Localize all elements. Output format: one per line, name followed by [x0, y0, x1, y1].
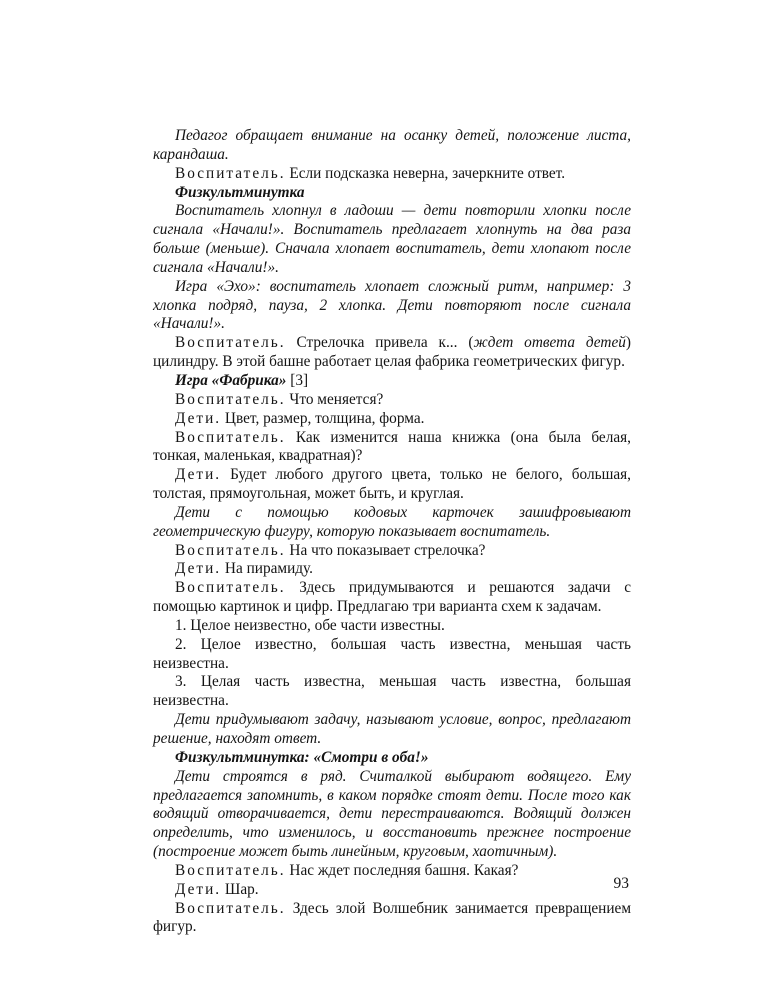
- paragraph: Игра «Эхо»: воспитатель хлопает сложный ритм, например: 3 хлопка подряд, пауза, 2 хлопка. Дети повторяют после сигнала «Начали!».: [153, 277, 631, 333]
- speaker: Дети.: [175, 560, 222, 578]
- section-heading: Физкультминутка: «Смотри в оба!»: [175, 748, 429, 766]
- list-item: 2. Целое известно, большая часть известна, меньшая часть неизвестна.: [153, 635, 631, 672]
- speaker: Дети.: [175, 880, 222, 898]
- speaker: Воспитатель.: [175, 579, 286, 597]
- speaker: Воспитатель.: [175, 899, 286, 917]
- utterance: Что меняется?: [285, 390, 384, 408]
- utterance: Если подсказка неверна, зачеркните ответ.: [285, 164, 566, 182]
- dialogue-line: [153, 391, 631, 410]
- dialogue-line: [153, 410, 631, 429]
- dialogue-line: [153, 466, 631, 504]
- dialogue-line: [153, 334, 631, 372]
- reference: [3]: [286, 371, 309, 389]
- speaker: Воспитатель.: [175, 541, 286, 559]
- section-heading: Физкультминутка: [175, 183, 305, 201]
- dialogue-line: [153, 165, 631, 184]
- heading-text: Игра «Фабрика»: [175, 371, 287, 389]
- list-item: 1. Целое неизвестно, обе части известны.: [175, 616, 445, 634]
- speaker: Воспитатель.: [175, 334, 286, 352]
- list-item: 3. Целая часть известна, меньшая часть известна, большая неизвестна.: [153, 673, 631, 710]
- page-text: [153, 127, 631, 937]
- speaker: Дети.: [175, 466, 222, 484]
- paragraph: Дети придумывают задачу, называют условие, вопрос, предлагают решение, находят ответ.: [153, 711, 631, 747]
- dialogue-line: [153, 881, 631, 900]
- speaker: Дети.: [175, 409, 222, 427]
- utterance: Как изменится наша книжка (она была белая, тонкая, маленькая, квадратная)?: [153, 428, 631, 465]
- utterance: Здесь придумываются и решаются задачи с помощью картинок и цифр. Предлагаю три варианта схем к задачам.: [153, 579, 631, 616]
- dialogue-line: [153, 900, 631, 938]
- stage-direction: ждет ответа детей: [473, 334, 626, 352]
- utterance: Будет любого другого цвета, только не белого, большая, толстая, прямоугольная, может быть, и круглая.: [153, 466, 631, 503]
- utterance: На что показывает стрелочка?: [285, 541, 486, 559]
- dialogue-line: [153, 862, 631, 881]
- speaker: Воспитатель.: [175, 428, 286, 446]
- speaker: Воспитатель.: [175, 861, 286, 879]
- section-heading: [153, 372, 631, 391]
- utterance: Цвет, размер, толщина, форма.: [221, 409, 425, 427]
- paragraph: Дети с помощью кодовых карточек зашифровывают геометрическую фигуру, которую показывает воспитатель.: [153, 503, 631, 540]
- speaker: Воспитатель.: [175, 164, 286, 182]
- utterance: Нас ждет последняя башня. Какая?: [285, 861, 519, 879]
- dialogue-line: [153, 429, 631, 467]
- utterance: Здесь злой Волшебник занимается превращением фигур.: [153, 899, 631, 936]
- utterance: На пирамиду.: [221, 560, 313, 578]
- dialogue-line: [153, 579, 631, 617]
- speaker: Воспитатель.: [175, 390, 286, 408]
- utterance: ) цилиндру. В этой башне работает целая фабрика геометрических фигур.: [153, 334, 631, 371]
- dialogue-line: [153, 542, 631, 561]
- paragraph: Дети строятся в ряд. Считалкой выбирают водящего. Ему предлагается запомнить, в каком порядке стоят дети. После того как водящий отворачивается, дети перестраиваются. Водящий должен определить, что изменилось, и восстановить прежнее построение (построение может быть линейным, круговым, хаотичным).: [153, 767, 631, 861]
- utterance: Стрелочка привела к... (: [285, 334, 474, 352]
- paragraph: Педагог обращает внимание на осанку детей, положение листа, карандаша.: [153, 127, 631, 163]
- dialogue-line: [153, 560, 631, 579]
- page-number: 93: [613, 875, 629, 892]
- utterance: Шар.: [221, 880, 259, 898]
- paragraph: Воспитатель хлопнул в ладоши — дети повторили хлопки после сигнала «Начали!». Воспитатель предлагает хлопнуть на два раза больше (меньше). Сначала хлопает воспитатель, дети хлопают после сигнала «Начали!».: [153, 202, 631, 276]
